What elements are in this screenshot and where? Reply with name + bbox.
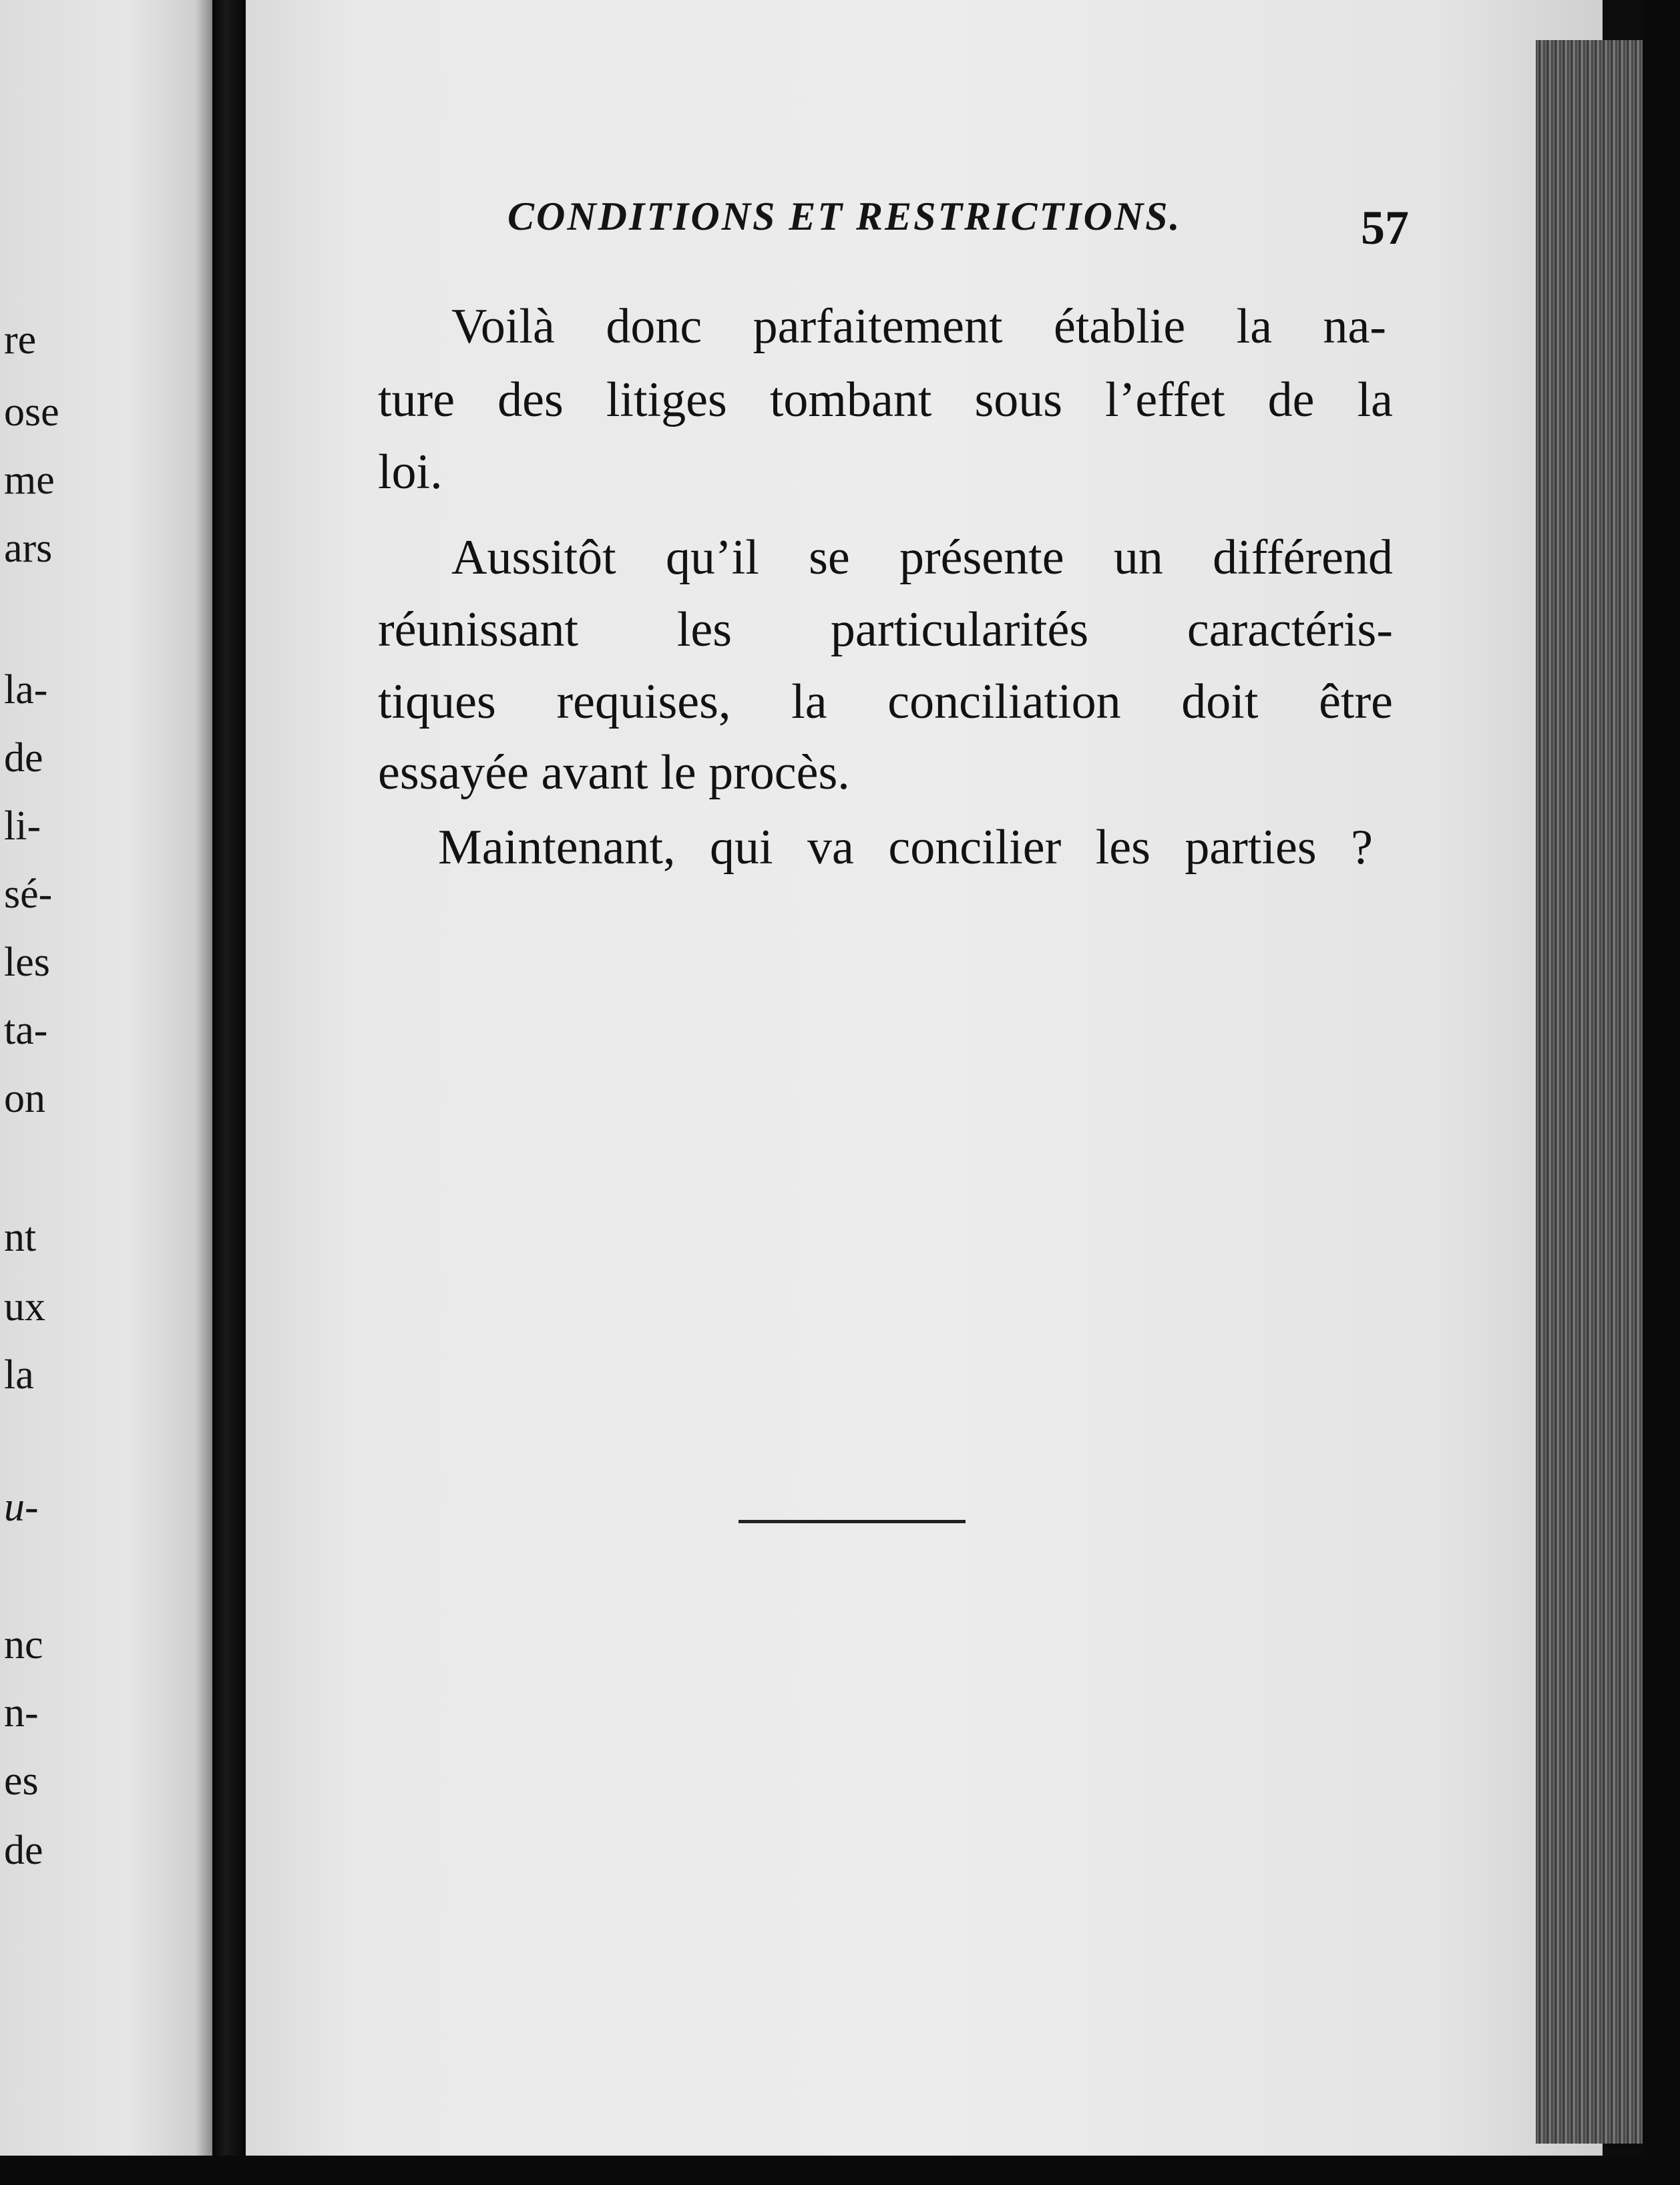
left-fragment: sé- — [4, 871, 53, 917]
left-fragment: ux — [4, 1284, 45, 1330]
left-fragment: ta- — [4, 1008, 48, 1053]
left-fragment: de — [4, 735, 43, 781]
running-head: CONDITIONS ET RESTRICTIONS. — [507, 194, 1182, 238]
left-fragment: nt — [4, 1215, 37, 1260]
text-line: Voilà donc parfaitement établie la na- — [451, 299, 1386, 354]
left-fragment: es — [4, 1758, 39, 1804]
left-fragment: u- — [4, 1484, 39, 1530]
page-number: 57 — [1361, 201, 1409, 254]
book-gutter — [212, 0, 246, 2185]
text-line: Maintenant, qui va concilier les parties ? — [438, 820, 1373, 875]
left-fragment: on — [4, 1076, 45, 1121]
end-rule — [739, 1520, 966, 1523]
left-fragment: re — [4, 317, 37, 363]
right-border — [1643, 0, 1680, 2185]
text-line: réunissant les particularités caractéris- — [378, 602, 1393, 657]
left-fragment: li- — [4, 803, 41, 849]
text-line: loi. — [378, 445, 443, 500]
left-fragment: ars — [4, 526, 53, 571]
left-fragment: la — [4, 1352, 34, 1398]
text-line: ture des litiges tombant sous l’effet de la — [378, 373, 1393, 427]
previous-page — [0, 0, 212, 2156]
bottom-border — [0, 2156, 1680, 2185]
left-fragment: n- — [4, 1690, 39, 1736]
page-edges — [1536, 40, 1643, 2144]
text-line: essayée avant le procès. — [378, 745, 850, 800]
left-fragment: la- — [4, 667, 48, 713]
left-fragment: de — [4, 1828, 43, 1873]
left-fragment: ose — [4, 389, 59, 435]
text-line: tiques requises, la conciliation doit être — [378, 674, 1393, 729]
left-fragment: me — [4, 457, 55, 503]
text-line: Aussitôt qu’il se présente un différend — [451, 530, 1393, 585]
left-fragment: les — [4, 940, 50, 985]
left-fragment: nc — [4, 1622, 43, 1667]
